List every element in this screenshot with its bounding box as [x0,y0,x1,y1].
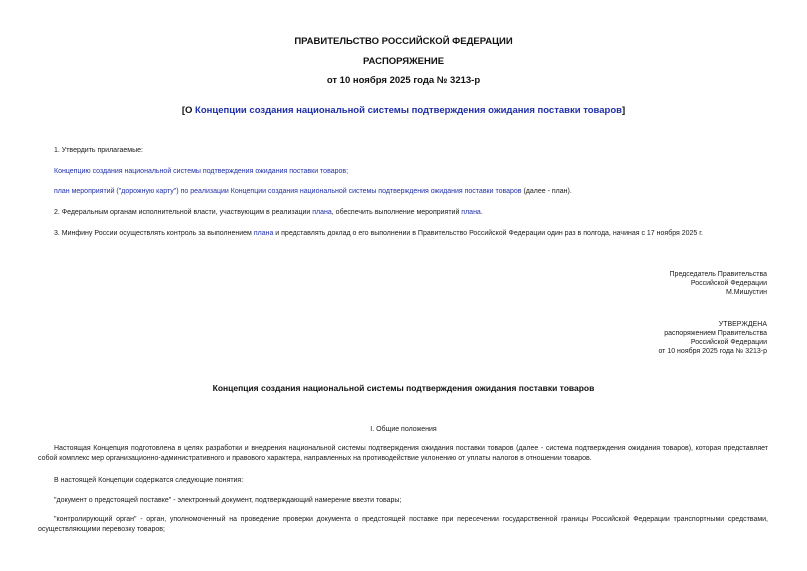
signature-name: М.Мишустин [725,289,767,296]
signature-title: Председатель Правительства [669,271,767,278]
order-item-2-text: 2. Федеральным органам исполнительной власти, участвующим в реализации [54,209,313,216]
paragraph-4: "контролирующий орган" - орган, уполномоченный на проведение проверки документа о предстоящей поставке при пересечении государственной границы Российской Федерации транспортными средствами, осуществляющими перевозку товаров; [38,516,768,533]
date-number: от 10 ноября 2025 года № 3213-р [326,75,481,86]
approval-block [658,320,767,356]
paragraph-1: Настоящая Концепция подготовлена в целях разработки и внедрения национальной системы подтверждения ожидания поставки товаров (далее - система подтверждения ожидания товаров), которая представляет собой комплекс мер организационно-административного и правового характера, направленных на противодействие уклонению от уплаты налогов в отношении товаров. [38,445,768,462]
concept-title: Концепция создания национальной системы подтверждения ожидания поставки товаров [212,383,595,393]
title-link[interactable]: Концепции создания национальной системы подтверждения ожидания поставки товаров [195,105,622,116]
order-item-1: 1. Утвердить прилагаемые: [54,147,143,154]
plan-link-3[interactable]: плана [253,230,274,237]
government-heading: ПРАВИТЕЛЬСТВО РОССИЙСКОЙ ФЕДЕРАЦИИ [294,36,513,47]
order-item-2-text-b: , обеспечить выполнение мероприятий [331,209,462,216]
order-item-1b [54,187,572,196]
order-item-3 [54,229,703,238]
signature-country: Российской Федерации [690,280,767,287]
roadmap-tail: (далее - план). [521,188,572,195]
order-item-3-text: 3. Минфину России осуществлять контроль за выполнением [54,230,254,237]
title-bracket-close: ] [621,105,626,116]
plan-link-2[interactable]: плана [461,209,481,216]
paragraph-2: В настоящей Концепции содержатся следующие понятия: [54,477,244,484]
approval-line-3: Российской Федерации [690,339,767,346]
title-bracket-open: [О [181,105,196,116]
document-title [0,105,807,116]
doc-type-heading: РАСПОРЯЖЕНИЕ [362,56,445,67]
paragraph-3: "документ о предстоящей поставке" - электронный документ, подтверждающий намерение ввезти товары; [54,497,402,504]
concept-link[interactable]: Концепцию создания национальной системы подтверждения ожидания поставки товаров; [54,168,349,175]
approval-line-4: от 10 ноября 2025 года № 3213-р [658,348,767,355]
approval-line-1: УТВЕРЖДЕНА [718,321,767,328]
signature-block [670,270,767,297]
section-heading: I. Общие положения [370,426,437,433]
order-item-3-text-b: и представлять доклад о его выполнении в Правительство Российской Федерации один раз в полгода, начиная с 17 ноября 2025 г. [273,230,703,237]
order-item-2-end: . [480,209,483,216]
plan-link[interactable]: плана [312,209,332,216]
approval-line-2: распоряжением Правительства [664,330,767,337]
roadmap-link[interactable]: план мероприятий ("дорожную карту") по реализации Концепции создания национальной системы подтверждения ожидания поставки товаров [54,188,522,195]
order-item-2 [54,208,483,217]
